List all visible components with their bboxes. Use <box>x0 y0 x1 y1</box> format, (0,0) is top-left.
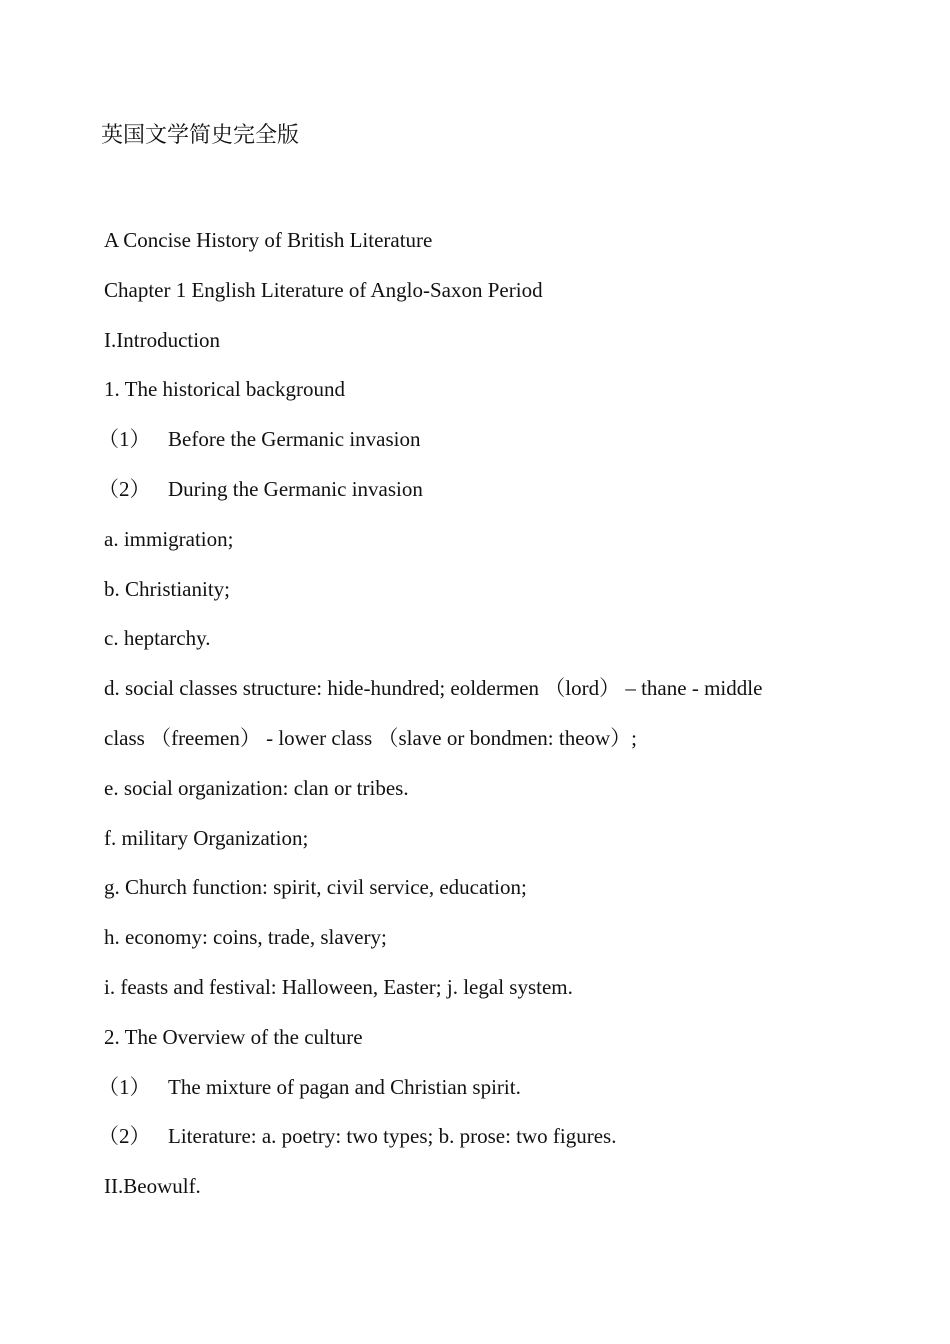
document-title: 英国文学简史完全版 <box>101 122 300 147</box>
line-text: d. social classes structure: hide-hundred; eoldermen （lord） – thane - middle <box>104 676 763 701</box>
document-line <box>104 1172 844 1222</box>
document-line <box>98 475 844 525</box>
line-text: a. immigration; <box>104 526 234 551</box>
line-text: Literature: a. poetry: two types; b. prose: two figures. <box>168 1124 617 1149</box>
document-line <box>104 1023 844 1073</box>
document-line <box>104 973 844 1023</box>
document-line <box>104 276 844 326</box>
document-line <box>104 326 844 376</box>
list-marker: （2） <box>98 1124 151 1149</box>
document-line <box>104 226 844 276</box>
document-line <box>98 1073 844 1123</box>
line-text: e. social organization: clan or tribes. <box>104 775 409 800</box>
line-text: 1. The historical background <box>104 377 346 402</box>
line-text: Chapter 1 English Literature of Anglo-Saxon Period <box>104 277 543 302</box>
line-text: 2. The Overview of the culture <box>104 1024 363 1049</box>
line-text: I.Introduction <box>104 327 221 352</box>
line-text: The mixture of pagan and Christian spirit. <box>168 1074 521 1099</box>
document-body <box>98 226 844 1222</box>
line-text: f. military Organization; <box>104 825 309 850</box>
document-line <box>104 824 844 874</box>
line-text: g. Church function: spirit, civil service, education; <box>104 875 527 900</box>
line-text: Before the Germanic invasion <box>168 427 421 452</box>
document-line <box>104 674 844 724</box>
line-text: h. economy: coins, trade, slavery; <box>104 925 387 950</box>
document-line <box>104 375 844 425</box>
document-line <box>104 624 844 674</box>
document-line <box>98 425 844 475</box>
line-text: During the Germanic invasion <box>168 476 423 501</box>
line-text: b. Christianity; <box>104 576 230 601</box>
list-marker: （2） <box>98 476 151 501</box>
document-line <box>104 923 844 973</box>
list-marker: （1） <box>98 1074 151 1099</box>
document-line <box>104 774 844 824</box>
list-marker: （1） <box>98 427 151 452</box>
document-line <box>104 873 844 923</box>
document-line <box>104 525 844 575</box>
line-text: c. heptarchy. <box>104 626 211 651</box>
document-line <box>98 1122 844 1172</box>
line-text: II.Beowulf. <box>104 1174 201 1199</box>
line-text: i. feasts and festival: Halloween, Easter; j. legal system. <box>104 974 573 999</box>
line-text: A Concise History of British Literature <box>104 228 433 252</box>
line-text: class （freemen） - lower class （slave or bondmen: theow）; <box>104 725 638 750</box>
document-line <box>104 724 844 774</box>
document-line <box>104 575 844 625</box>
